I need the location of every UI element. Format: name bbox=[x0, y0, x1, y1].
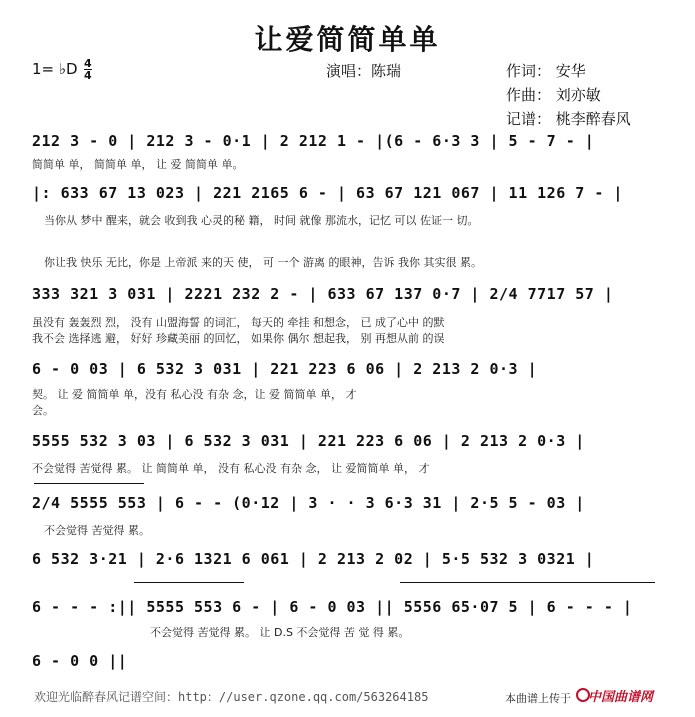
song-title: 让爱简简单单 bbox=[254, 23, 441, 56]
transcriber-credit: 记谱： 桃李醉春风 bbox=[506, 110, 631, 128]
volta-line-3 bbox=[400, 582, 655, 583]
lyric-row-3a: 虽没有 轰轰烈 烈， 没有 山盟海誓 的词汇， 每天的 牵挂 和想念， 已 成了心中 的默 bbox=[32, 316, 445, 329]
lyric-row-4b: 会。 bbox=[32, 404, 54, 417]
volta-line-2 bbox=[134, 582, 244, 583]
score-row-3: 333 321 3 031 | 2221 232 2 - | 633 67 137 0·7 | 2/4 7717 57 | bbox=[32, 285, 614, 303]
score-row-1: 212 3 - 0 | 212 3 - 0·1 | 2 212 1 - |(6 - 6·3 3 | 5 - 7 - | bbox=[32, 132, 595, 150]
singer-credit: 演唱：陈瑞 bbox=[326, 62, 402, 80]
lyricist-credit: 作词： 安华 bbox=[506, 62, 586, 80]
lyric-row-2b: 你让我 快乐 无比，你是 上帝派 来的天 使， 可 一个 游离 的眼神，告诉 我你 其实很 累。 bbox=[44, 256, 482, 269]
lyric-row-6: 不会觉得 苦觉得 累。 bbox=[44, 524, 150, 537]
lyric-row-8: 不会觉得 苦觉得 累。 让 D.S 不会觉得 苦 觉 得 累。 bbox=[150, 626, 410, 639]
lyric-row-3b: 我不会 选择逃 避， 好好 珍藏美丽 的回忆， 如果你 偶尔 想起我， 别 再想从前 的误 bbox=[32, 332, 445, 345]
composer-credit: 作曲： 刘亦敏 bbox=[506, 86, 601, 104]
score-row-9: 6 - 0 0 || bbox=[32, 652, 128, 670]
lyric-row-5: 不会觉得 苦觉得 累。 让 简简单 单， 没有 私心没 有杂 念， 让 爱简简单 单， 才 bbox=[32, 462, 430, 475]
score-row-7: 6 532 3·21 | 2·6 1321 6 061 | 2 213 2 02 | 5·5 532 3 0321 | bbox=[32, 550, 595, 568]
score-row-8: 6 - - - :|| 5555 553 6 - | 6 - 0 03 || 5556 65·07 5 | 6 - - - | bbox=[32, 598, 633, 616]
score-row-5: 5555 532 3 03 | 6 532 3 031 | 221 223 6 06 | 2 213 2 0·3 | bbox=[32, 432, 585, 450]
lyric-row-1: 简简单 单， 简简单 单， 让 爱 简简单 单。 bbox=[32, 158, 244, 171]
score-row-4: 6 - 0 03 | 6 532 3 031 | 221 223 6 06 | 2 213 2 0·3 | bbox=[32, 360, 538, 378]
time-signature-bottom: 4 bbox=[84, 69, 92, 82]
time-signature bbox=[84, 58, 92, 81]
time-signature-top: 4 bbox=[84, 57, 92, 70]
lyric-row-2a: 当你从 梦中 醒来，就会 收到我 心灵的秘 籍， 时间 就像 那流水，记忆 可以 佐证一 切。 bbox=[44, 214, 479, 227]
key-signature: 1= ♭D bbox=[32, 60, 78, 78]
volta-line-1 bbox=[34, 483, 144, 484]
score-row-2: |: 633 67 13 023 | 221 2165 6 - | 63 67 121 067 | 11 126 7 - | bbox=[32, 184, 623, 202]
footer-credit: 欢迎光临醉春风记谱空间：http：//user.qzone.qq.com/563264185 bbox=[34, 690, 429, 704]
site-logo: 中国曲谱网 bbox=[588, 690, 654, 705]
score-row-6: 2/4 5555 553 | 6 - - (0·12 | 3 · · 3 6·3 31 | 2·5 5 - 03 | bbox=[32, 494, 585, 512]
upload-note: 本曲谱上传于 bbox=[505, 692, 571, 705]
lyric-row-4a: 契。 让 爱 简简单 单，没有 私心没 有杂 念，让 爱 简简单 单， 才 bbox=[32, 388, 357, 401]
